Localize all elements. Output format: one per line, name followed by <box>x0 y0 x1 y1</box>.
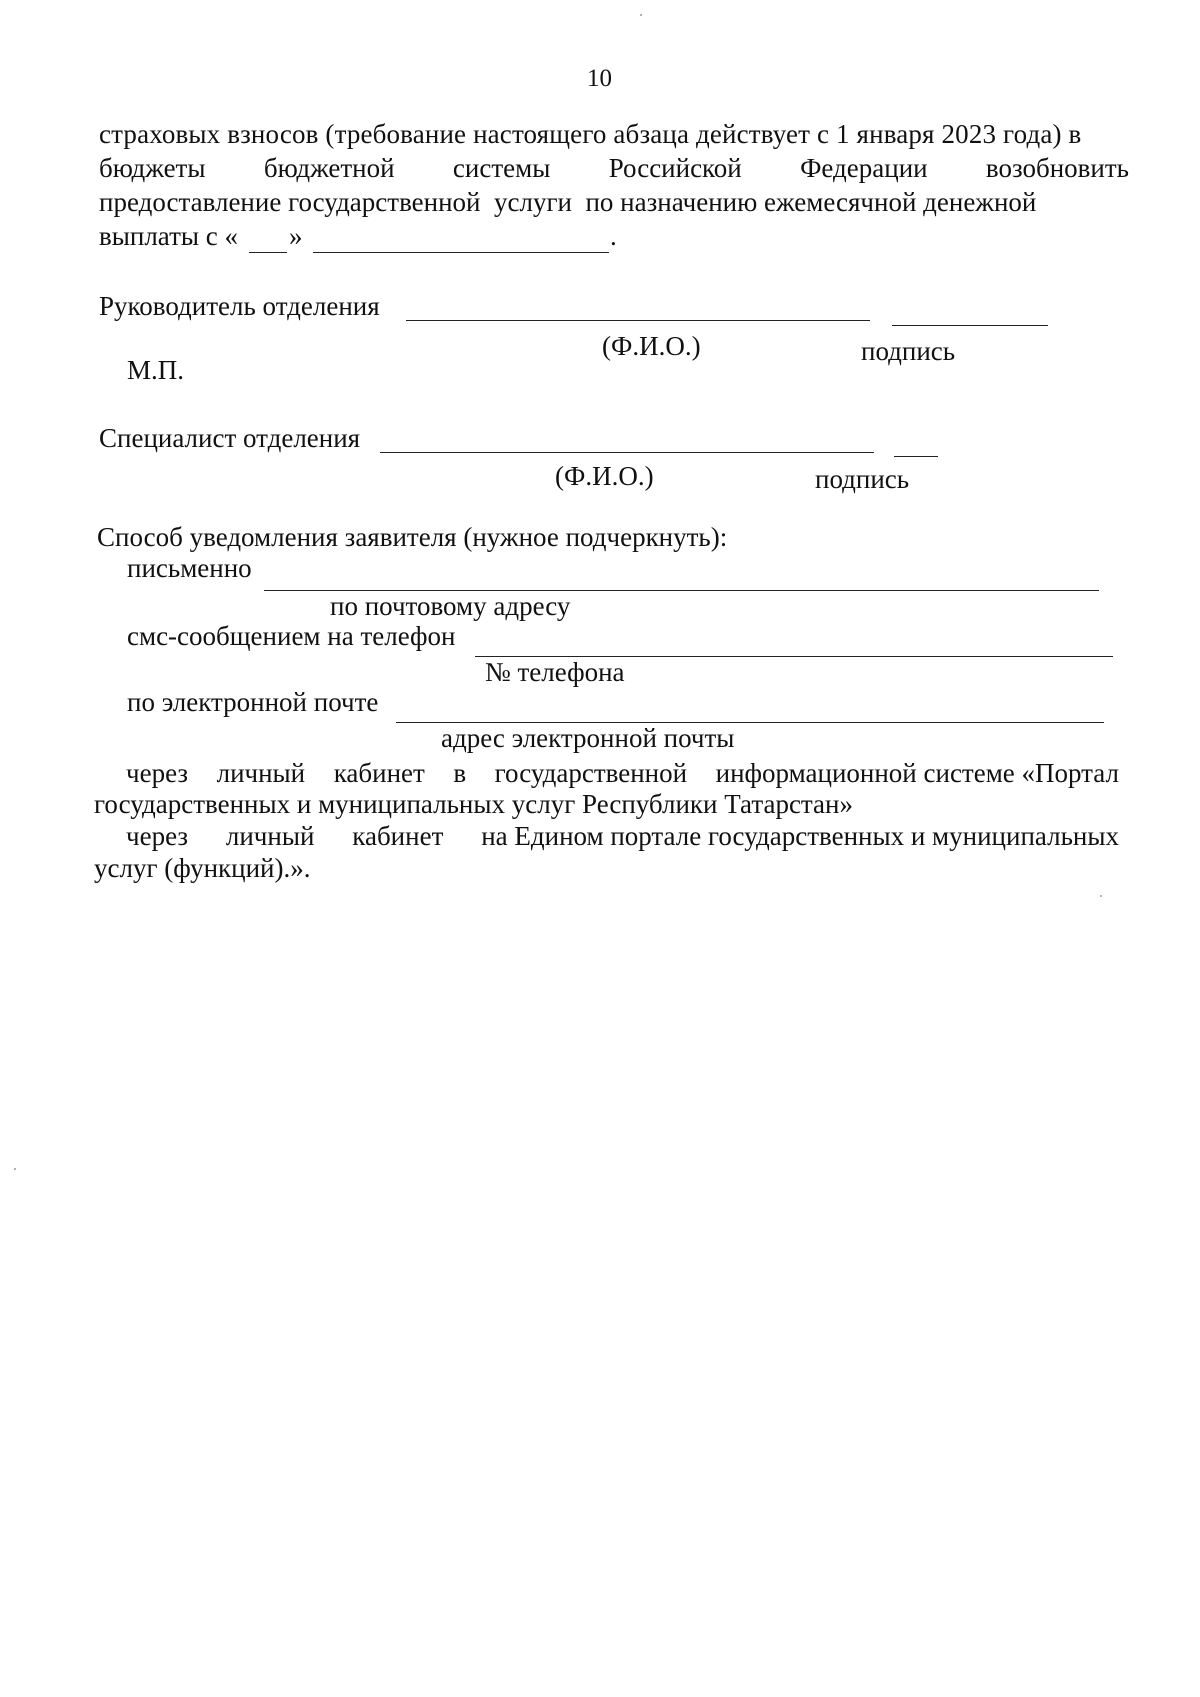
portal-rt-word: государственной <box>494 758 688 788</box>
intro-line-2 <box>99 152 1129 184</box>
portal-fed-line-1 <box>126 820 1119 852</box>
date-day-blank <box>249 252 287 253</box>
notification-title: Способ уведомления заявителя (нужное подчеркнуть): <box>97 522 728 552</box>
intro-word: системы <box>452 153 551 183</box>
specialist-fio-line <box>380 452 874 453</box>
date-month-blank <box>313 252 609 253</box>
portal-rt-word: в <box>453 758 467 788</box>
intro-word: Российской <box>608 153 742 183</box>
portal-rt-word: через <box>126 758 189 788</box>
intro-word: Федерации <box>800 153 928 183</box>
intro-line-4-prefix: выплаты с « <box>99 221 239 251</box>
portal-fed-word: через <box>126 821 189 851</box>
portal-rt-word: информационной системе «Портал <box>715 758 1119 788</box>
intro-line-3: предоставление государственной услуги по назначению ежемесячной денежной <box>99 187 1037 217</box>
intro-word: бюджетной <box>263 153 395 183</box>
portal-fed-line-2: услуг (функций).». <box>94 853 311 883</box>
stamp-mark: М.П. <box>127 355 185 385</box>
sms-caption: № телефона <box>485 657 625 687</box>
written-label: письменно <box>127 553 252 583</box>
head-fio-caption: (Ф.И.О.) <box>602 331 701 361</box>
specialist-signature-caption: подпись <box>815 464 910 494</box>
portal-fed-word: кабинет <box>352 821 444 851</box>
intro-word: бюджеты <box>99 153 206 183</box>
intro-line-1: страховых взносов (требование настоящего абзаца действует с 1 января 2023 года) в <box>99 119 1082 149</box>
head-fio-line <box>406 320 870 321</box>
written-caption: по почтовому адресу <box>330 591 571 621</box>
portal-rt-word: кабинет <box>333 758 425 788</box>
intro-word: возобновить <box>985 153 1129 183</box>
portal-rt-line-1 <box>126 757 1119 789</box>
sms-label: смс-сообщением на телефон <box>127 621 456 651</box>
intro-line-4-mid: » <box>289 221 303 251</box>
head-signature-line <box>892 325 1048 326</box>
page-number: 10 <box>587 65 612 92</box>
specialist-label: Специалист отделения <box>99 423 361 453</box>
scan-speck <box>14 1168 16 1170</box>
specialist-signature-line <box>894 456 938 457</box>
specialist-fio-caption: (Ф.И.О.) <box>555 461 654 491</box>
portal-fed-word: на Едином портале государственных и муниципальных <box>481 821 1119 851</box>
scan-speck <box>640 14 642 16</box>
head-label: Руководитель отделения <box>99 291 380 321</box>
portal-rt-word: личный <box>216 758 306 788</box>
head-signature-caption: подпись <box>861 336 956 366</box>
portal-rt-line-2: государственных и муниципальных услуг Республики Татарстан» <box>94 789 853 819</box>
email-label: по электронной почте <box>127 687 379 717</box>
portal-fed-word: личный <box>225 821 315 851</box>
email-caption: адрес электронной почты <box>441 723 735 753</box>
scan-speck <box>1100 895 1102 897</box>
intro-line-4-end: . <box>610 221 617 251</box>
